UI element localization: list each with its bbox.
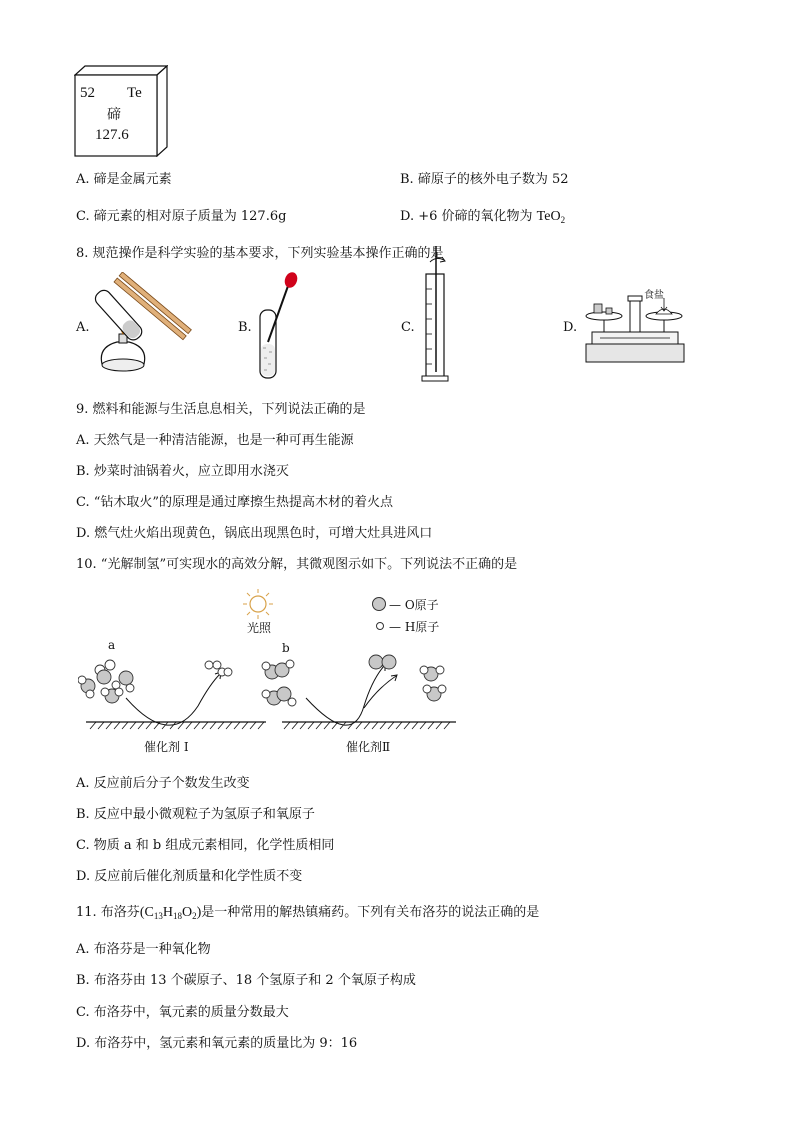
q9-option-d: D. 燃气灶火焰出现黄色，锅底出现黑色时，可增大灶具进风口 xyxy=(76,526,433,541)
sun-icon xyxy=(243,589,273,619)
catalyst-2-label: 催化剂Ⅱ xyxy=(346,740,391,754)
label-a: a xyxy=(108,638,116,652)
atomic-mass: 127.6 xyxy=(95,127,129,143)
heating-test-tube-figure xyxy=(92,272,192,382)
salt-label: 食盐 xyxy=(644,290,664,301)
q11-stem: 11. 布洛芬$(C_{13}H_{18}O_2)$是一种常用的解热镇痛药。下列有关布洛芬的说法正确的是 xyxy=(76,905,540,921)
q10-stem: 10. “光解制氢”可实现水的高效分解，其微观图示如下。下列说法不正确的是 xyxy=(76,557,518,572)
atomic-number: 52 xyxy=(80,85,95,101)
legend-h-label: — H原子 xyxy=(389,620,440,634)
q8-label-a: A. xyxy=(76,320,90,335)
element-symbol: Te xyxy=(127,85,142,101)
label-b: b xyxy=(282,641,290,655)
q11-option-a: A. 布洛芬是一种氧化物 xyxy=(76,942,211,957)
q7-option-c: C. 碲元素的相对原子质量为 127.6g xyxy=(76,209,287,224)
photolysis-diagram xyxy=(78,588,468,758)
q8-stem: 8. 规范操作是科学实验的基本要求，下列实验基本操作正确的是 xyxy=(76,246,444,261)
q10-option-c: C. 物质 a 和 b 组成元素相同，化学性质相同 xyxy=(76,838,335,853)
q11-option-d: D. 布洛芬中，氢元素和氧元素的质量比为 9：16 xyxy=(76,1036,358,1051)
element-name: 碲 xyxy=(107,108,121,123)
light-label: 光照 xyxy=(247,621,272,635)
q8-label-b: B. xyxy=(238,320,252,335)
q9-stem: 9. 燃料和能源与生活息息相关，下列说法正确的是 xyxy=(76,402,366,417)
q10-option-a: A. 反应前后分子个数发生改变 xyxy=(76,776,250,791)
q10-option-b: B. 反应中最小微观粒子为氢原子和氧原子 xyxy=(76,807,315,822)
q9-option-a: A. 天然气是一种清洁能源，也是一种可再生能源 xyxy=(76,433,354,448)
legend-o-label: — O原子 xyxy=(389,598,439,612)
element-card xyxy=(74,65,168,157)
teo2-formula: TeO$_2$ xyxy=(536,209,566,225)
balance-figure xyxy=(580,280,690,370)
q8-label-c: C. xyxy=(401,320,415,335)
q11-option-b: B. 布洛芬由 13 个碳原子、18 个氢原子和 2 个氧原子构成 xyxy=(76,973,416,988)
graduated-cylinder-figure xyxy=(420,244,460,384)
q8-label-d: D. xyxy=(563,320,578,335)
q10-option-d: D. 反应前后催化剂质量和化学性质不变 xyxy=(76,869,303,884)
ibuprofen-formula: $(C_{13}H_{18}O_2)$ xyxy=(139,905,202,921)
dropper-test-tube-figure xyxy=(254,272,304,382)
q9-option-b: B. 炒菜时油锅着火，应立即用水浇灭 xyxy=(76,464,289,479)
q7-option-b: B. 碲原子的核外电子数为 52 xyxy=(400,172,569,187)
q7-option-d: D. +6 价碲的氧化物为 TeO$_2$ xyxy=(400,209,566,225)
q7-option-a: A. 碲是金属元素 xyxy=(76,172,172,187)
q9-option-c: C. “钻木取火”的原理是通过摩擦生热提高木材的着火点 xyxy=(76,495,394,510)
catalyst-1-label: 催化剂 I xyxy=(144,740,189,754)
q11-option-c: C. 布洛芬中，氧元素的质量分数最大 xyxy=(76,1005,289,1020)
